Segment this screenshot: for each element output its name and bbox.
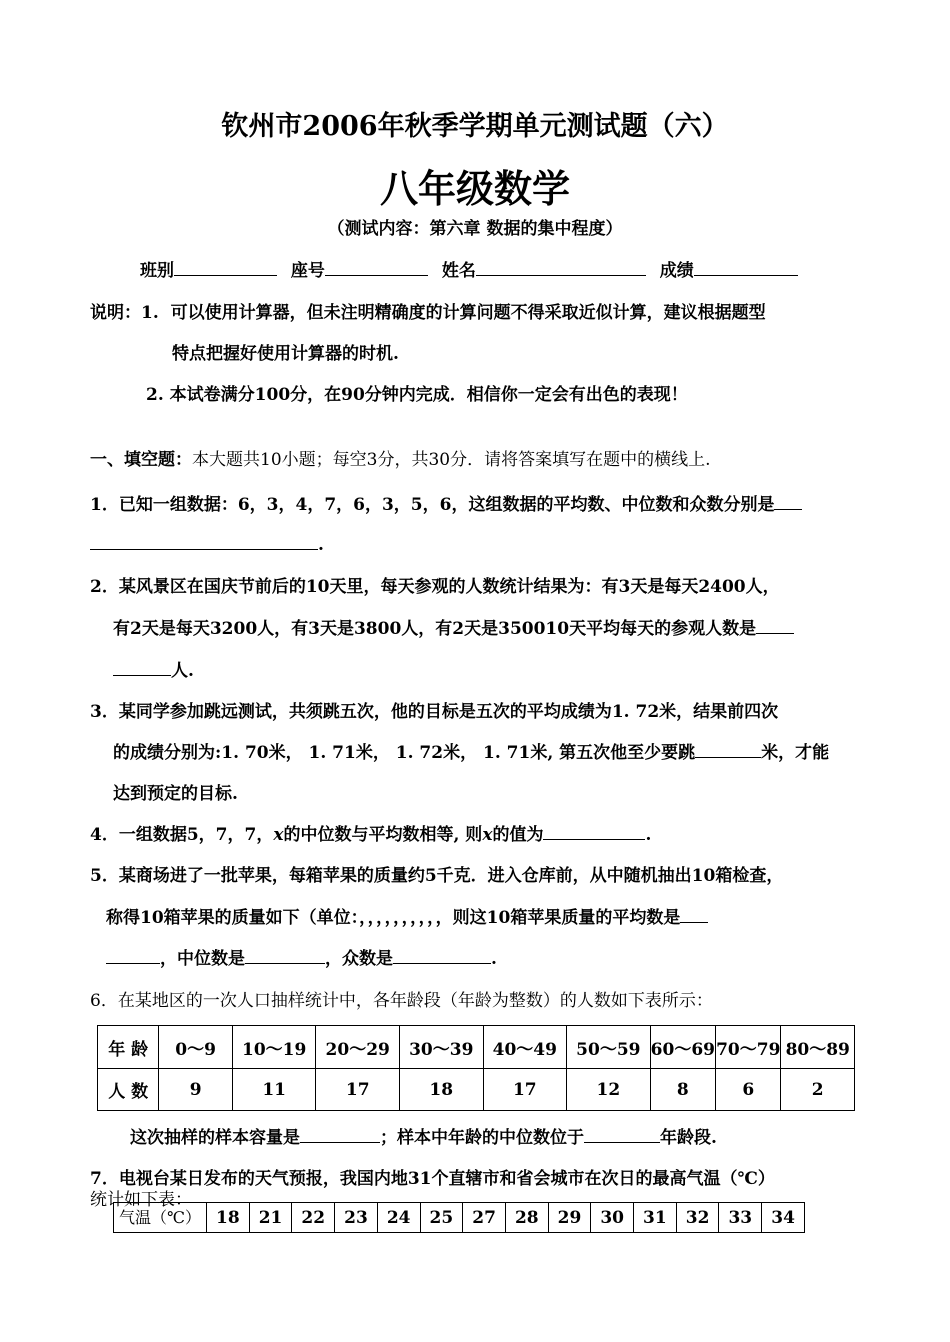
temp-cell: 21 [249,1203,292,1233]
q6-sample-size-blank[interactable] [300,1126,380,1143]
count-cell: 6 [716,1069,781,1111]
q6-median-blank[interactable] [584,1126,660,1143]
class-label: 班别 [140,261,174,281]
count-row-label: 人 数 [98,1069,159,1111]
count-cell: 8 [650,1069,715,1111]
question-3-end: 达到预定的目标. [113,784,238,804]
age-cell: 40～49 [483,1026,567,1069]
variable-x: x [273,825,284,845]
age-cell: 60～69 [650,1026,715,1069]
question-5: 5．某商场进了一批苹果，每箱苹果的质量约5千克．进入仓库前，从中随机抽出10箱检查， [90,866,784,886]
count-cell: 17 [316,1069,400,1111]
temp-cell: 28 [505,1203,548,1233]
age-cell: 50～59 [567,1026,651,1069]
seat-field[interactable] [325,259,428,276]
question-3-cont: 的成绩分别为:1. 70米， 1. 71米， 1. 72米， 1. 71米, 第五次他至少要跳 米，才能 [113,743,830,763]
class-field[interactable] [174,259,277,276]
q3-answer-blank[interactable] [695,741,761,758]
age-cell: 80～89 [781,1026,855,1069]
note-1-cont: 特点把握好使用计算器的时机. [172,344,399,364]
subject-title: 八年级数学 [379,167,570,211]
question-1-cont: . [90,533,324,555]
q4-answer-blank[interactable] [543,823,645,840]
q2-answer-blank[interactable] [756,617,794,634]
count-cell: 11 [232,1069,316,1111]
question-3: 3．某同学参加跳远测试，共须跳五次，他的目标是五次的平均成绩为1. 72米，结果前四次 [90,702,779,722]
count-cell: 9 [159,1069,232,1111]
age-cell: 0～9 [159,1026,232,1069]
count-cell: 18 [399,1069,483,1111]
temp-cell: 34 [762,1203,805,1233]
question-6: 6．在某地区的一次人口抽样统计中，各年龄段（年龄为整数）的人数如下表所示： [90,991,713,1011]
question-2-end: 人. [113,656,194,681]
variable-x: x [482,825,493,845]
note-2: 2. 本试卷满分100分，在90分钟内完成．相信你一定会有出色的表现！ [146,385,688,405]
temp-cell: 33 [719,1203,762,1233]
temperature-table [113,1202,805,1233]
q5-median-blank[interactable] [245,947,325,964]
temp-cell: 25 [420,1203,463,1233]
seat-label: 座号 [290,261,325,281]
temp-cell: 32 [676,1203,719,1233]
temp-cell: 18 [207,1203,250,1233]
test-content: （测试内容：第六章 数据的集中程度） [327,219,623,239]
q5-mean-blank[interactable] [680,906,708,923]
question-4: 4．一组数据5，7，7，x的中位数与平均数相等, 则x的值为 . [90,825,652,845]
count-cell: 2 [781,1069,855,1111]
score-label: 成绩 [659,261,694,281]
q2-answer-blank-cont[interactable] [113,659,171,676]
question-7-cont: 统计如下表： [90,1190,192,1210]
question-1: 1．已知一组数据：6，3，4，7，6，3，5，6，这组数据的平均数、中位数和众数分别是 [90,490,802,515]
age-cell: 30～39 [399,1026,483,1069]
note-1: 说明：1. 可以使用计算器，但未注明精确度的计算问题不得采取近似计算，建议根据题型 [90,303,766,323]
q1-answer-blank-cont[interactable] [90,533,318,550]
temperature-label: 气温（℃） [114,1203,207,1233]
question-2: 2．某风景区在国庆节前后的10天里，每天参观的人数统计结果为：有3天是每天2400人， [90,577,780,597]
question-5-cont: 称得10箱苹果的质量如下（单位：，，，，，，，，，，则这10箱苹果质量的平均数是 [106,903,708,928]
question-6-answer: 这次抽样的样本容量是 ；样本中年龄的中位数位于 年龄段. [130,1128,717,1148]
age-cell: 10～19 [232,1026,316,1069]
count-cell: 17 [483,1069,567,1111]
age-cell: 70～79 [716,1026,781,1069]
question-7: 7．电视台某日发布的天气预报，我国内地31个直辖市和省会城市在次日的最高气温（℃） [90,1169,775,1189]
temp-cell: 30 [591,1203,634,1233]
temp-cell: 31 [634,1203,677,1233]
question-5-end: ，中位数是 ，众数是 . [106,944,497,969]
student-info-row [140,256,798,281]
temp-cell: 27 [463,1203,506,1233]
age-cell: 20～29 [316,1026,400,1069]
notes-label: 说明： [90,303,141,323]
score-field[interactable] [694,259,798,276]
age-row-label: 年 龄 [98,1026,159,1069]
temp-cell: 24 [377,1203,420,1233]
temp-cell: 29 [548,1203,591,1233]
name-field[interactable] [476,259,646,276]
q5-mean-blank-cont[interactable] [106,947,160,964]
name-label: 姓名 [441,261,476,281]
exam-title: 钦州市2006年秋季学期单元测试题（六） [221,111,729,142]
question-2-cont: 有2天是每天3200人，有3天是3800人，有2天是350010天平均每天的参观人数是 [113,614,794,639]
temp-cell: 23 [335,1203,378,1233]
age-table [97,1025,855,1111]
count-cell: 12 [567,1069,651,1111]
section-heading: 一、填空题：本大题共10小题；每空3分，共30分．请将答案填写在题中的横线上. [90,450,711,470]
q1-answer-blank[interactable] [774,493,802,510]
temp-cell: 22 [292,1203,335,1233]
q5-mode-blank[interactable] [393,947,491,964]
